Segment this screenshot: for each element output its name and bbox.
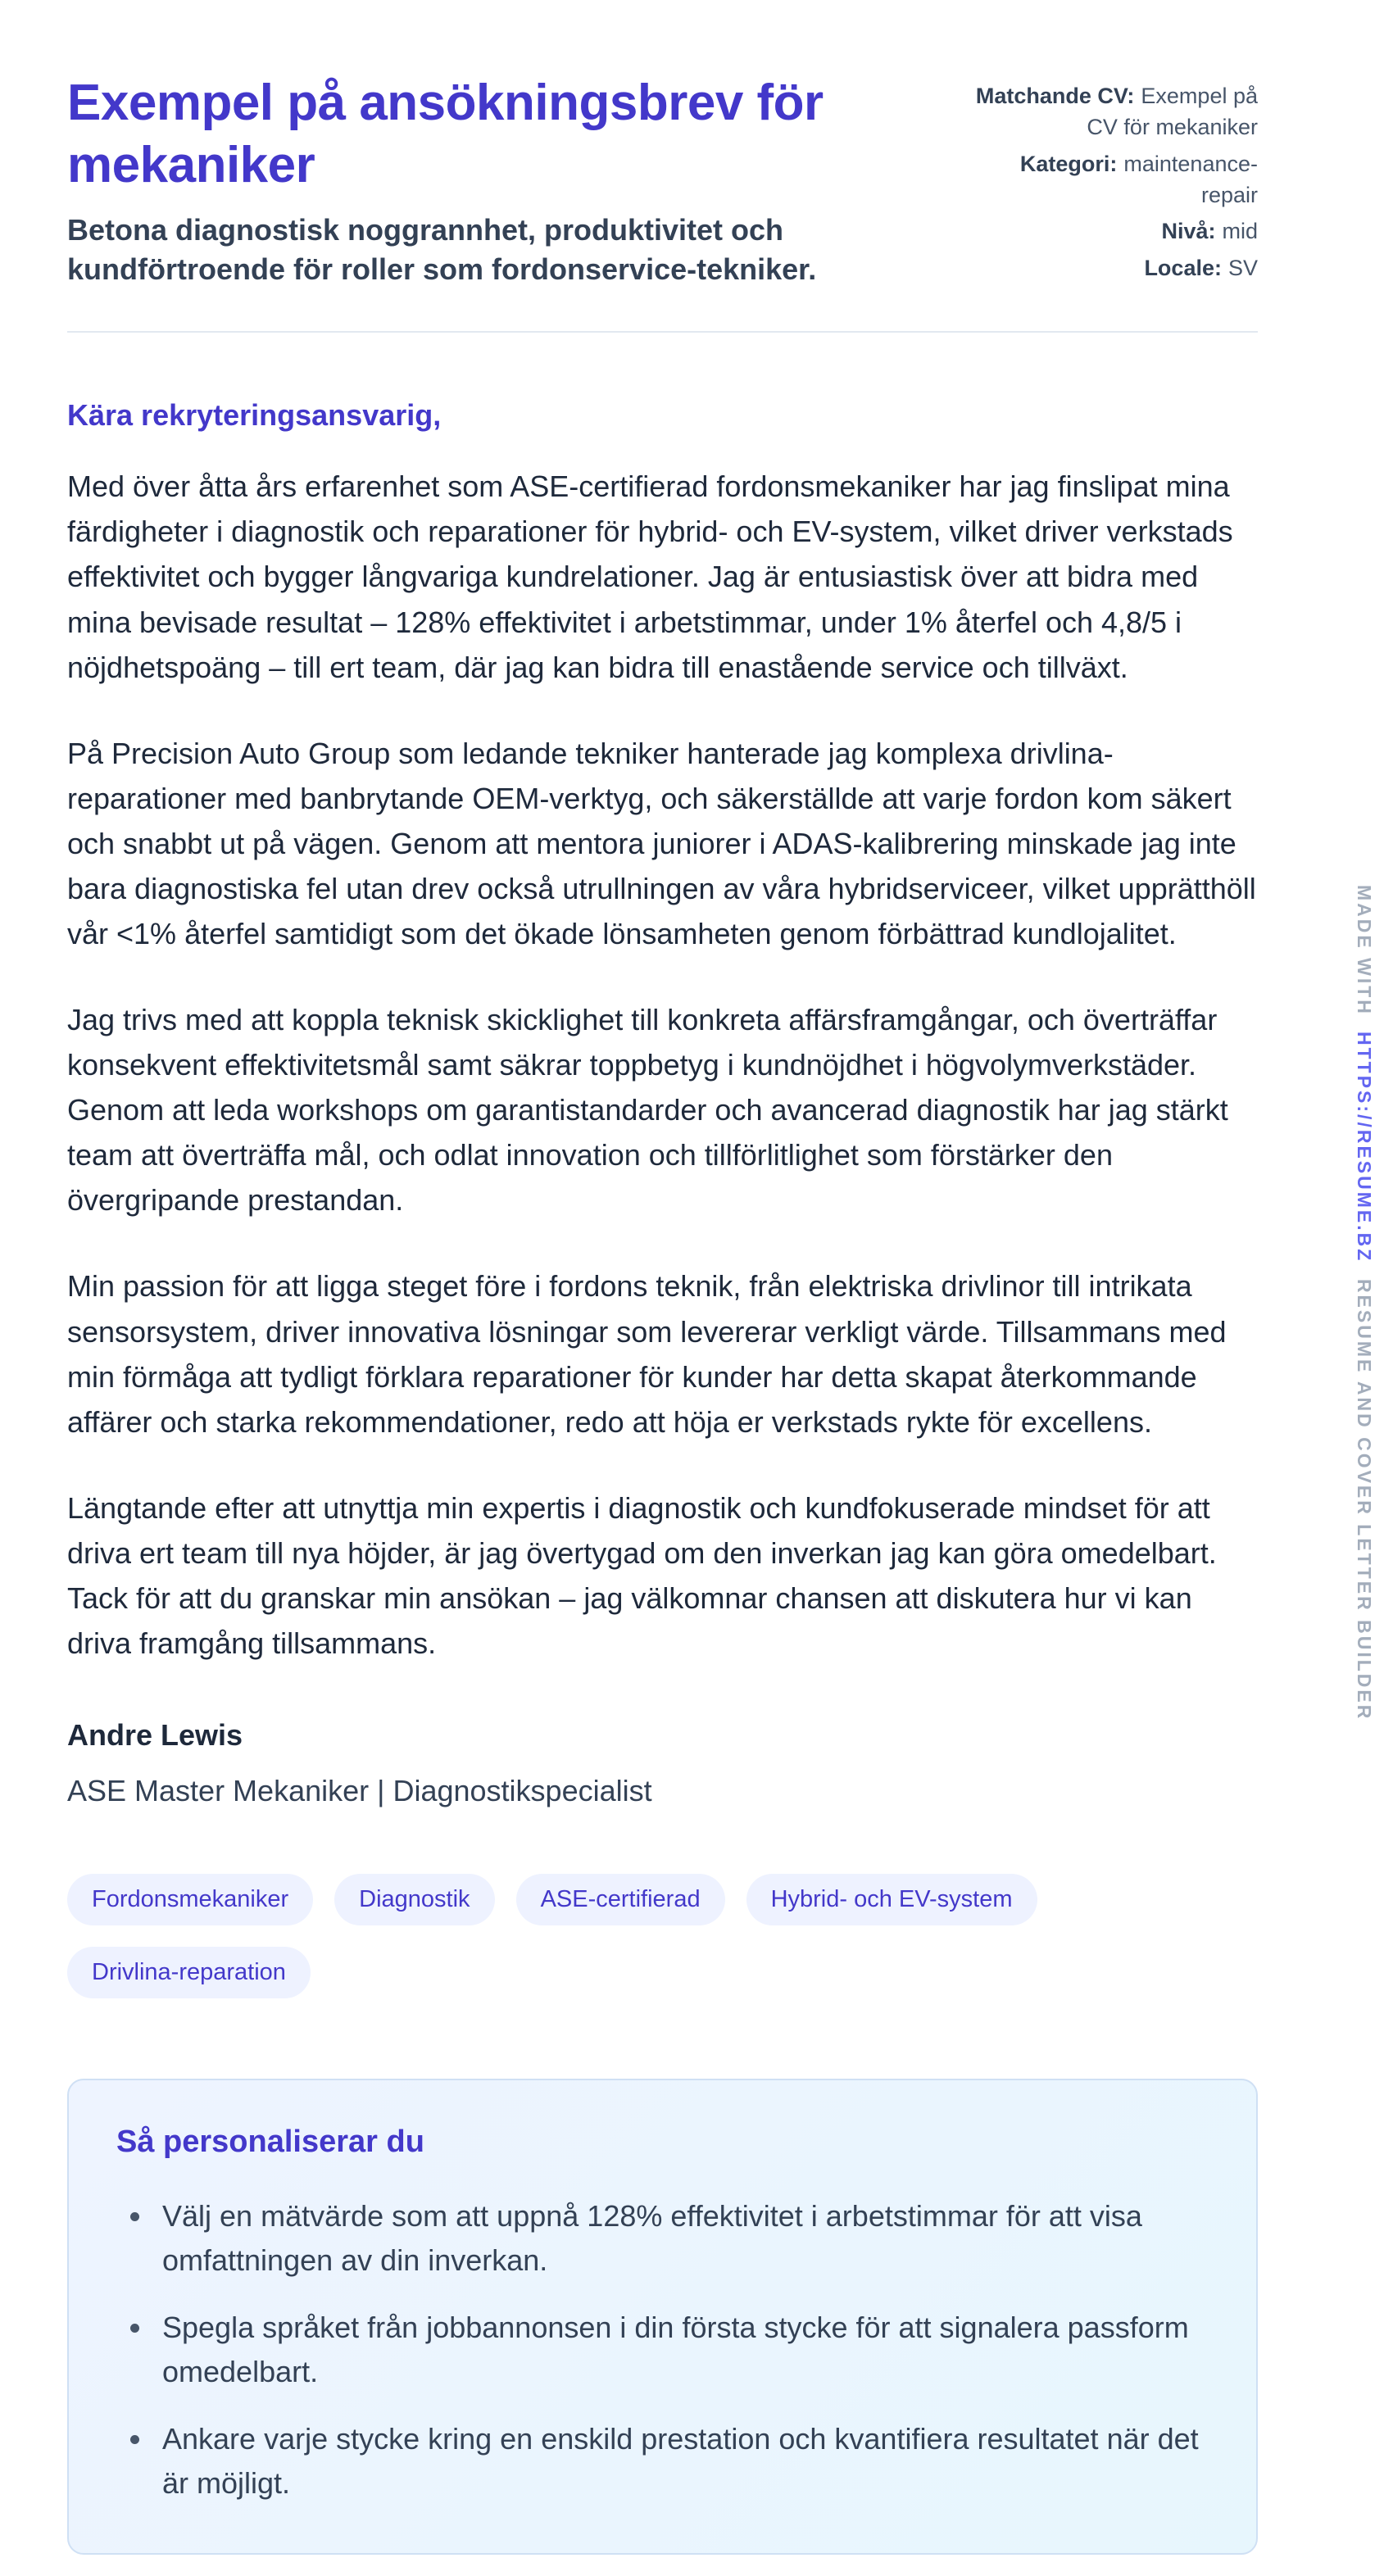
letter-paragraph: Med över åtta års erfarenhet som ASE-certifierad fordonsmekaniker har jag finslipat mina färdigheter i diagnostik och reparationer för hybrid- och EV-system, vilket driver verkstads effektivitet och bygger långvariga kundrelationer. Jag är entusiastisk över att bidra med mina bevisade resultat – 128% effektivitet i arbetstimmar, under 1% återfel och 4,8/5 i nöjdhetspoäng – till ert team, där jag kan bidra till enastående service och tillväxt. — [67, 469, 1233, 684]
meta-panel — [975, 72, 1258, 288]
meta-value: Exempel på CV för mekaniker — [1087, 84, 1258, 140]
tag-pill[interactable]: Diagnostik — [334, 1874, 494, 1925]
page-title: Exempel på ansökningsbrev för mekaniker — [67, 75, 824, 193]
letter-greeting: Kära rekryteringsansvarig, — [67, 398, 442, 433]
tag-pill[interactable]: ASE-certifierad — [516, 1874, 725, 1925]
tag-pill[interactable]: Fordonsmekaniker — [67, 1874, 313, 1925]
watermark-suffix: RESUME AND COVER LETTER BUILDER — [1354, 1278, 1375, 1721]
meta-row — [975, 80, 1258, 143]
letter-body — [67, 398, 1258, 1808]
signature-name: Andre Lewis — [67, 1718, 243, 1753]
tips-title: Så personaliserar du — [116, 2125, 424, 2160]
tips-item: • Spegla språket från jobbannonsen i din första stycke för att signalera passform omedelbart. — [154, 2306, 1209, 2394]
meta-label: Kategori: — [1019, 151, 1118, 176]
meta-row — [975, 148, 1258, 211]
page-subtitle: Betona diagnostisk noggrannhet, produktivitet och kundförtroende för roller som fordonservice-tekniker. — [67, 213, 817, 286]
page-header — [67, 72, 1258, 288]
tips-list — [116, 2194, 1209, 2506]
letter-paragraph: Längtande efter att utnyttja min expertis i diagnostik och kundfokuserade mindset för att driva ert team till nya höjder, är jag övertygad om den inverkan jag kan göra omedelbart. Tack för att du granskar min ansökan – jag välkomnar chansen att diskutera hur vi kan driva framgång tillsammans. — [67, 1490, 1217, 1660]
watermark-prefix: MADE WITH — [1354, 885, 1375, 1016]
meta-value: SV — [1227, 255, 1258, 280]
header-divider — [67, 331, 1258, 333]
tips-item: • Ankare varje stycke kring en enskild prestation och kvantifiera resultatet när det är möjligt. — [154, 2417, 1209, 2506]
meta-row — [975, 215, 1258, 247]
meta-label: Nivå: — [1161, 219, 1216, 244]
letter-paragraph: Min passion för att ligga steget före i fordons teknik, från elektriska drivlinor till intrikata sensorsystem, driver innovativa lösningar som levererar verkligt värde. Tillsammans med min förmåga att tydligt förklara reparationer för kunder har detta skapat återkommande affärer och starka rekommendationer, redo att höja er verkstads rykte för excellens. — [67, 1269, 1227, 1439]
watermark — [1353, 885, 1375, 1721]
meta-label: Locale: — [1144, 255, 1222, 280]
letter-paragraphs — [67, 464, 1258, 1666]
tag-pill[interactable]: Hybrid- och EV-system — [746, 1874, 1037, 1925]
tag-list — [67, 1874, 1258, 1998]
letter-paragraph: På Precision Auto Group som ledande tekniker hanterade jag komplexa drivlina-reparationer med banbrytande OEM-verktyg, och säkerställde att varje fordon kom säkert och snabbt ut på vägen. Genom att mentora juniorer i ADAS-kalibrering minskade jag inte bara diagnostiska fel utan drev också utrullningen av våra hybridserviceer, vilket upprätthöll vår <1% återfel samtidigt som det ökade lönsamheten genom förbättrad kundlojalitet. — [67, 736, 1256, 950]
signature-title: ASE Master Mekaniker | Diagnostikspecialist — [67, 1774, 652, 1808]
meta-value: maintenance-repair — [1123, 151, 1258, 207]
meta-row — [975, 252, 1258, 283]
tips-item: • Välj en mätvärde som att uppnå 128% effektivitet i arbetstimmar för att visa omfattningen av din inverkan. — [154, 2194, 1209, 2283]
tag-pill[interactable]: Drivlina-reparation — [67, 1947, 311, 1998]
header-title-block — [67, 72, 944, 288]
meta-value: mid — [1222, 219, 1258, 244]
tips-card — [67, 2079, 1258, 2555]
watermark-link[interactable]: HTTPS://RESUME.BZ — [1354, 1032, 1375, 1263]
letter-paragraph: Jag trivs med att koppla teknisk skicklighet till konkreta affärsframgångar, och överträffar konsekvent effektivitetsmål samt säkrar toppbetyg i kundnöjdhet i högvolymverkstäder. Genom att leda workshops om garantistandarder och avancerad diagnostik har jag stärkt team att överträffa mål, och odlat innovation och tillförlitlighet som förstärker den övergripande prestandan. — [67, 1003, 1228, 1218]
cover-letter-page — [67, 0, 1258, 2555]
meta-label: Matchande CV: — [975, 84, 1135, 108]
